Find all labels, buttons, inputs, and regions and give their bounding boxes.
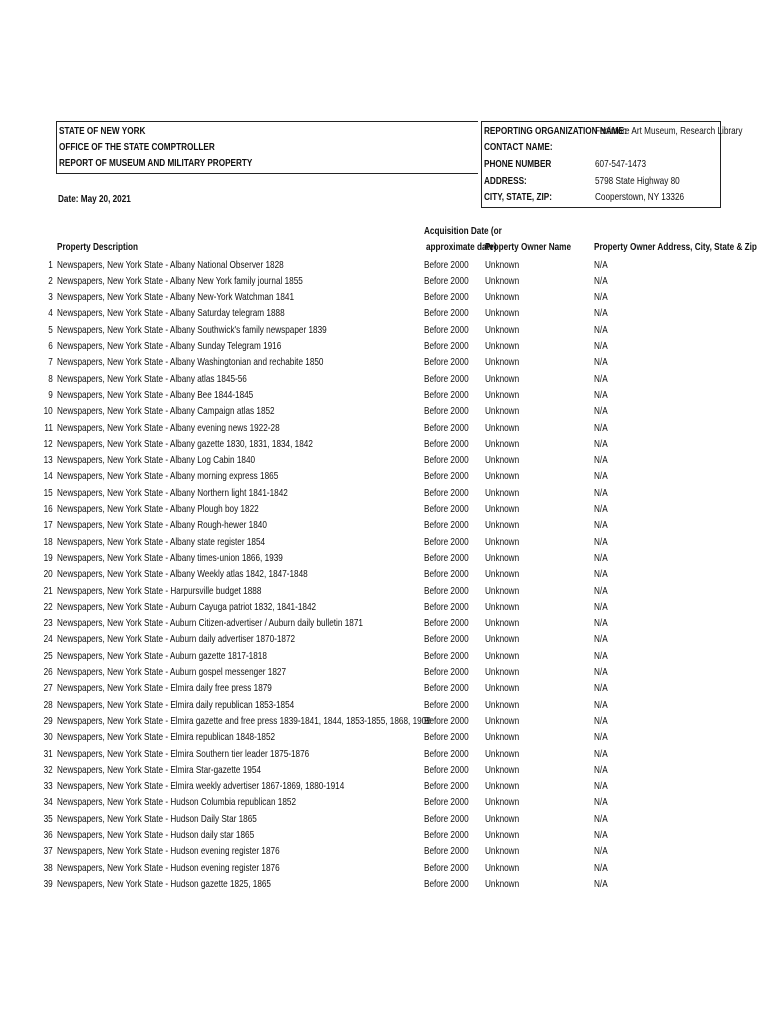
property-description: Newspapers, New York State - Elmira gazette and free press 1839-1841, 1844, 1853-1855, 1868, 1908 (57, 714, 431, 727)
owner-address: N/A (594, 307, 608, 320)
owner-name: Unknown (485, 519, 520, 532)
table-row (0, 501, 770, 517)
org-name-label: REPORTING ORGANIZATION NAME: (484, 125, 627, 137)
acquisition-date: Before 2000 (424, 829, 469, 841)
table-row (0, 387, 770, 403)
owner-address: N/A (594, 649, 608, 662)
row-number: 18 (43, 535, 53, 548)
owner-address: N/A (594, 780, 608, 793)
row-number: 20 (43, 568, 53, 581)
property-description: Newspapers, New York State - Harpursville budget 1888 (57, 584, 262, 597)
owner-name: Unknown (485, 454, 520, 467)
property-description: Newspapers, New York State - Albany Campaign atlas 1852 (57, 405, 275, 418)
owner-address: N/A (594, 486, 608, 499)
owner-address: N/A (594, 421, 608, 434)
acquisition-date: Before 2000 (424, 714, 469, 727)
owner-name: Unknown (485, 584, 520, 597)
row-number: 24 (43, 633, 53, 646)
table-row (0, 811, 770, 827)
owner-address: N/A (594, 454, 608, 467)
owner-address: N/A (594, 568, 608, 581)
acquisition-date: Before 2000 (424, 503, 469, 515)
property-description: Newspapers, New York State - Albany Bee 1844-1845 (57, 388, 254, 401)
owner-address: N/A (594, 535, 608, 548)
property-description: Newspapers, New York State - Albany New-York Watchman 1841 (57, 291, 295, 304)
owner-name: Unknown (485, 845, 520, 858)
row-number: 31 (43, 747, 53, 760)
table-row (0, 305, 770, 321)
owner-name: Unknown (485, 698, 520, 711)
owner-address: N/A (594, 714, 608, 727)
column-header-description: Property Description (57, 241, 139, 253)
table-row (0, 371, 770, 387)
acquisition-date: Before 2000 (424, 600, 469, 613)
table-row (0, 273, 770, 289)
owner-name: Unknown (485, 780, 520, 793)
property-description: Newspapers, New York State - Albany state register 1854 (57, 535, 266, 548)
owner-address: N/A (594, 503, 608, 515)
table-row (0, 827, 770, 843)
property-description: Newspapers, New York State - Albany gazette 1830, 1831, 1834, 1842 (57, 437, 313, 450)
owner-name: Unknown (485, 535, 520, 548)
owner-name: Unknown (485, 405, 520, 418)
property-description: Newspapers, New York State - Auburn gazette 1817-1818 (57, 649, 267, 662)
property-description: Newspapers, New York State - Auburn gospel messenger 1827 (57, 666, 287, 678)
table-row (0, 860, 770, 876)
owner-name: Unknown (485, 617, 520, 630)
owner-address: N/A (594, 698, 608, 711)
row-number: 22 (43, 600, 53, 613)
owner-address: N/A (594, 388, 608, 401)
acquisition-date: Before 2000 (424, 437, 469, 450)
column-header-owner-name: Property Owner Name (485, 241, 572, 253)
owner-name: Unknown (485, 829, 520, 841)
acquisition-date: Before 2000 (424, 454, 469, 467)
table-row (0, 778, 770, 794)
row-number: 32 (43, 763, 53, 776)
property-description: Newspapers, New York State - Albany Log Cabin 1840 (57, 454, 256, 467)
owner-name: Unknown (485, 486, 520, 499)
property-description: Newspapers, New York State - Albany Plough boy 1822 (57, 503, 259, 515)
row-number: 19 (43, 551, 53, 564)
row-number: 15 (43, 486, 53, 499)
row-number: 12 (43, 437, 53, 450)
owner-address: N/A (594, 731, 608, 744)
row-number: 10 (43, 405, 53, 418)
city-state-zip-value: Cooperstown, NY 13326 (595, 191, 685, 203)
row-number: 4 (48, 307, 53, 320)
column-header-acquisition-line2: approximate date) (426, 241, 497, 253)
property-description: Newspapers, New York State - Albany Saturday telegram 1888 (57, 307, 285, 320)
acquisition-date: Before 2000 (424, 388, 469, 401)
row-number: 25 (43, 649, 53, 662)
acquisition-date: Before 2000 (424, 291, 469, 304)
row-number: 27 (43, 682, 53, 695)
contact-name-label: CONTACT NAME: (484, 141, 553, 153)
acquisition-date: Before 2000 (424, 617, 469, 630)
owner-name: Unknown (485, 763, 520, 776)
acquisition-date: Before 2000 (424, 568, 469, 581)
row-number: 13 (43, 454, 53, 467)
table-row (0, 403, 770, 419)
table-row (0, 322, 770, 338)
owner-address: N/A (594, 356, 608, 369)
owner-address: N/A (594, 682, 608, 695)
table-row (0, 876, 770, 892)
row-number: 7 (48, 356, 53, 369)
property-description: Newspapers, New York State - Auburn Citizen-advertiser / Auburn daily bulletin 1871 (57, 617, 363, 630)
acquisition-date: Before 2000 (424, 877, 469, 890)
property-description: Newspapers, New York State - Albany Southwick's family newspaper 1839 (57, 323, 327, 336)
owner-address: N/A (594, 796, 608, 809)
row-number: 29 (43, 714, 53, 727)
property-description: Newspapers, New York State - Albany Washingtonian and rechabite 1850 (57, 356, 324, 369)
row-number: 23 (43, 617, 53, 630)
owner-address: N/A (594, 666, 608, 678)
table-row (0, 517, 770, 533)
table-row (0, 289, 770, 305)
property-description: Newspapers, New York State - Albany Sunday Telegram 1916 (57, 340, 282, 352)
owner-name: Unknown (485, 600, 520, 613)
row-number: 11 (44, 421, 53, 434)
acquisition-date: Before 2000 (424, 633, 469, 646)
table-row (0, 713, 770, 729)
acquisition-date: Before 2000 (424, 535, 469, 548)
acquisition-date: Before 2000 (424, 698, 469, 711)
row-number: 17 (43, 519, 53, 532)
table-row (0, 746, 770, 762)
table-row (0, 354, 770, 370)
property-description: Newspapers, New York State - Albany atlas 1845-56 (57, 372, 247, 385)
row-number: 33 (43, 780, 53, 793)
property-description: Newspapers, New York State - Albany National Observer 1828 (57, 258, 284, 271)
owner-address: N/A (594, 617, 608, 630)
owner-name: Unknown (485, 274, 520, 287)
owner-name: Unknown (485, 714, 520, 727)
table-row (0, 729, 770, 745)
table-row (0, 843, 770, 859)
acquisition-date: Before 2000 (424, 519, 469, 532)
property-description: Newspapers, New York State - Hudson Daily Star 1865 (57, 812, 257, 825)
owner-address: N/A (594, 584, 608, 597)
table-row (0, 338, 770, 354)
table-row (0, 615, 770, 631)
owner-address: N/A (594, 405, 608, 418)
acquisition-date: Before 2000 (424, 812, 469, 825)
acquisition-date: Before 2000 (424, 372, 469, 385)
owner-name: Unknown (485, 258, 520, 271)
property-description: Newspapers, New York State - Hudson gazette 1825, 1865 (57, 877, 271, 890)
owner-address: N/A (594, 323, 608, 336)
owner-name: Unknown (485, 356, 520, 369)
owner-address: N/A (594, 258, 608, 271)
acquisition-date: Before 2000 (424, 682, 469, 695)
owner-name: Unknown (485, 682, 520, 695)
owner-address: N/A (594, 633, 608, 646)
acquisition-date: Before 2000 (424, 356, 469, 369)
owner-name: Unknown (485, 877, 520, 890)
owner-name: Unknown (485, 470, 520, 483)
acquisition-date: Before 2000 (424, 274, 469, 287)
acquisition-date: Before 2000 (424, 551, 469, 564)
owner-name: Unknown (485, 372, 520, 385)
owner-address: N/A (594, 812, 608, 825)
acquisition-date: Before 2000 (424, 861, 469, 874)
acquisition-date: Before 2000 (424, 780, 469, 793)
row-number: 2 (48, 274, 53, 287)
property-description: Newspapers, New York State - Albany Weekly atlas 1842, 1847-1848 (57, 568, 308, 581)
property-description: Newspapers, New York State - Hudson daily star 1865 (57, 829, 255, 841)
property-description: Newspapers, New York State - Elmira daily free press 1879 (57, 682, 272, 695)
row-number: 9 (48, 388, 53, 401)
acquisition-date: Before 2000 (424, 796, 469, 809)
property-description: Newspapers, New York State - Elmira republican 1848-1852 (57, 731, 276, 744)
acquisition-date: Before 2000 (424, 307, 469, 320)
row-number: 36 (43, 829, 53, 841)
owner-name: Unknown (485, 388, 520, 401)
property-description: Newspapers, New York State - Albany morning express 1865 (57, 470, 279, 483)
owner-name: Unknown (485, 666, 520, 678)
owner-address: N/A (594, 291, 608, 304)
owner-address: N/A (594, 600, 608, 613)
acquisition-date: Before 2000 (424, 323, 469, 336)
property-description: Newspapers, New York State - Auburn daily advertiser 1870-1872 (57, 633, 296, 646)
owner-name: Unknown (485, 307, 520, 320)
row-number: 38 (43, 861, 53, 874)
address-label: ADDRESS: (484, 175, 527, 187)
row-number: 8 (48, 372, 53, 385)
owner-address: N/A (594, 437, 608, 450)
owner-address: N/A (594, 861, 608, 874)
property-description: Newspapers, New York State - Elmira daily republican 1853-1854 (57, 698, 295, 711)
table-row (0, 468, 770, 484)
owner-address: N/A (594, 340, 608, 352)
owner-address: N/A (594, 877, 608, 890)
row-number: 3 (48, 291, 53, 304)
table-row (0, 550, 770, 566)
acquisition-date: Before 2000 (424, 405, 469, 418)
row-number: 21 (43, 584, 53, 597)
owner-address: N/A (594, 470, 608, 483)
table-row (0, 452, 770, 468)
owner-name: Unknown (485, 731, 520, 744)
acquisition-date: Before 2000 (424, 470, 469, 483)
owner-name: Unknown (485, 796, 520, 809)
address-value: 5798 State Highway 80 (595, 175, 680, 187)
owner-address: N/A (594, 551, 608, 564)
acquisition-date: Before 2000 (424, 340, 469, 352)
owner-name: Unknown (485, 503, 520, 515)
property-description: Newspapers, New York State - Albany Northern light 1841-1842 (57, 486, 288, 499)
owner-name: Unknown (485, 633, 520, 646)
table-row (0, 257, 770, 273)
property-description: Newspapers, New York State - Elmira weekly advertiser 1867-1869, 1880-1914 (57, 780, 345, 793)
table-row (0, 631, 770, 647)
table-row (0, 485, 770, 501)
owner-address: N/A (594, 763, 608, 776)
property-description: Newspapers, New York State - Elmira Star-gazette 1954 (57, 763, 261, 776)
owner-address: N/A (594, 519, 608, 532)
owner-address: N/A (594, 747, 608, 760)
owner-name: Unknown (485, 421, 520, 434)
acquisition-date: Before 2000 (424, 731, 469, 744)
table-row (0, 534, 770, 550)
row-number: 37 (43, 845, 53, 858)
property-description: Newspapers, New York State - Albany Rough-hewer 1840 (57, 519, 267, 532)
property-description: Newspapers, New York State - Hudson Columbia republican 1852 (57, 796, 297, 809)
row-number: 26 (43, 666, 53, 678)
row-number: 35 (43, 812, 53, 825)
owner-name: Unknown (485, 291, 520, 304)
owner-name: Unknown (485, 861, 520, 874)
property-description: Newspapers, New York State - Albany evening news 1922-28 (57, 421, 280, 434)
column-header-owner-address: Property Owner Address, City, State & Zip (594, 241, 757, 253)
owner-name: Unknown (485, 747, 520, 760)
row-number: 1 (48, 258, 53, 271)
table-row (0, 664, 770, 680)
table-row (0, 583, 770, 599)
column-header-acquisition-line1: Acquisition Date (or (424, 225, 502, 237)
property-description: Newspapers, New York State - Elmira Southern tier leader 1875-1876 (57, 747, 310, 760)
acquisition-date: Before 2000 (424, 666, 469, 678)
acquisition-date: Before 2000 (424, 584, 469, 597)
agency-header-box (56, 121, 478, 174)
report-title: REPORT OF MUSEUM AND MILITARY PROPERTY (59, 157, 253, 169)
organization-info-box (481, 121, 743, 208)
owner-address: N/A (594, 372, 608, 385)
table-row (0, 697, 770, 713)
row-number: 34 (43, 796, 53, 809)
table-row (0, 762, 770, 778)
table-row (0, 680, 770, 696)
owner-name: Unknown (485, 568, 520, 581)
phone-value: 607-547-1473 (595, 158, 647, 170)
row-number: 14 (43, 470, 53, 483)
acquisition-date: Before 2000 (424, 845, 469, 858)
row-number: 39 (43, 877, 53, 890)
phone-label: PHONE NUMBER (484, 158, 552, 170)
table-row (0, 566, 770, 582)
acquisition-date: Before 2000 (424, 421, 469, 434)
agency-line-2: OFFICE OF THE STATE COMPTROLLER (59, 141, 215, 153)
owner-name: Unknown (485, 649, 520, 662)
row-number: 30 (43, 731, 53, 744)
row-number: 16 (43, 503, 53, 515)
acquisition-date: Before 2000 (424, 649, 469, 662)
report-date: Date: May 20, 2021 (58, 193, 131, 205)
table-row (0, 436, 770, 452)
table-row (0, 420, 770, 436)
acquisition-date: Before 2000 (424, 763, 469, 776)
row-number: 6 (48, 340, 53, 352)
owner-name: Unknown (485, 812, 520, 825)
table-row (0, 648, 770, 664)
owner-address: N/A (594, 829, 608, 841)
table-row (0, 794, 770, 810)
agency-line-1: STATE OF NEW YORK (59, 125, 146, 137)
city-state-zip-label: CITY, STATE, ZIP: (484, 191, 552, 203)
row-number: 5 (48, 323, 53, 336)
property-description: Newspapers, New York State - Hudson evening register 1876 (57, 845, 280, 858)
property-description: Newspapers, New York State - Albany New York family journal 1855 (57, 274, 303, 287)
owner-address: N/A (594, 274, 608, 287)
property-description: Newspapers, New York State - Hudson evening register 1876 (57, 861, 280, 874)
owner-name: Unknown (485, 437, 520, 450)
table-row (0, 599, 770, 615)
row-number: 28 (43, 698, 53, 711)
property-description: Newspapers, New York State - Auburn Cayuga patriot 1832, 1841-1842 (57, 600, 317, 613)
acquisition-date: Before 2000 (424, 486, 469, 499)
owner-name: Unknown (485, 340, 520, 352)
acquisition-date: Before 2000 (424, 258, 469, 271)
acquisition-date: Before 2000 (424, 747, 469, 760)
owner-name: Unknown (485, 323, 520, 336)
owner-address: N/A (594, 845, 608, 858)
property-description: Newspapers, New York State - Albany times-union 1866, 1939 (57, 551, 283, 564)
org-name-value: Fenimore Art Museum, Research Library (595, 125, 743, 137)
owner-name: Unknown (485, 551, 520, 564)
